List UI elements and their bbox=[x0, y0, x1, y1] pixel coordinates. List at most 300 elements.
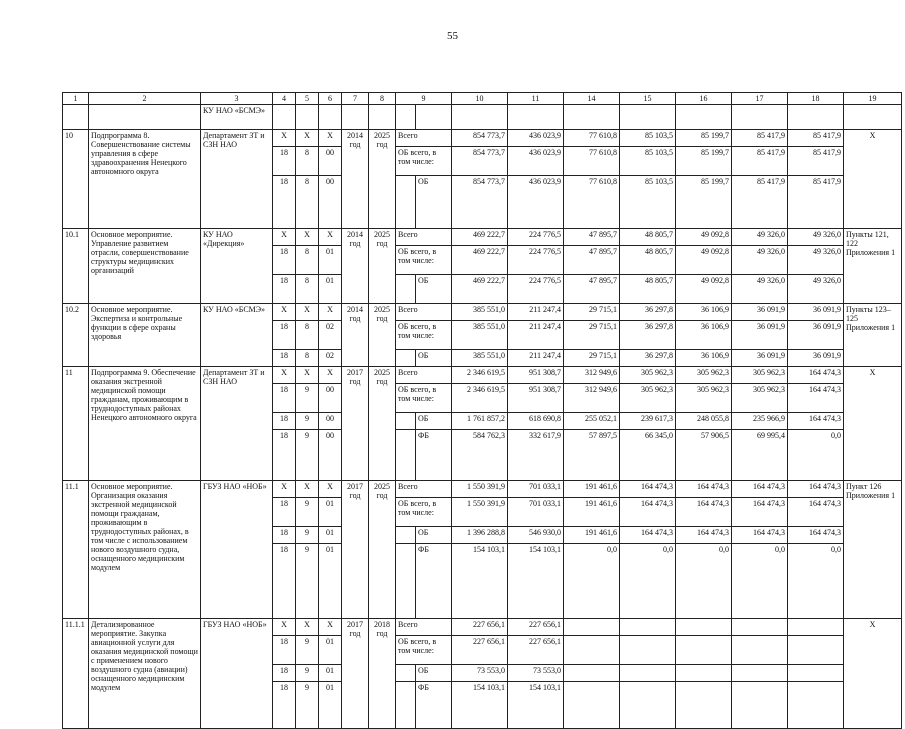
code-cell: 01 bbox=[319, 275, 342, 304]
amount-cell bbox=[564, 619, 620, 636]
amount-cell bbox=[732, 665, 788, 682]
code-cell: 01 bbox=[319, 246, 342, 275]
code-cell: 9 bbox=[296, 665, 319, 682]
executor-cell: ГБУЗ НАО «НОБ» bbox=[201, 619, 273, 729]
amount-cell: 164 474,3 bbox=[620, 498, 676, 527]
code-cell: 8 bbox=[296, 350, 319, 367]
amount-cell bbox=[732, 619, 788, 636]
amount-cell: 85 417,9 bbox=[732, 176, 788, 229]
amount-cell: 77 610,8 bbox=[564, 130, 620, 147]
code-cell: 18 bbox=[273, 321, 296, 350]
amount-cell: 211 247,4 bbox=[508, 350, 564, 367]
code-cell: 9 bbox=[296, 384, 319, 413]
amount-cell: 164 474,3 bbox=[788, 367, 844, 384]
amount-cell: 164 474,3 bbox=[620, 481, 676, 498]
row-number: 10 bbox=[63, 130, 89, 229]
amount-cell: 469 222,7 bbox=[452, 229, 508, 246]
amount-cell: 239 617,3 bbox=[620, 413, 676, 430]
amount-cell: 2 346 619,5 bbox=[452, 384, 508, 413]
amount-cell: 469 222,7 bbox=[452, 246, 508, 275]
amount-cell: 305 962,3 bbox=[732, 384, 788, 413]
code-cell: 9 bbox=[296, 430, 319, 481]
amount-cell: 191 461,6 bbox=[564, 481, 620, 498]
amount-cell bbox=[676, 682, 732, 729]
amount-cell: 211 247,4 bbox=[508, 304, 564, 321]
funding-source: ОБ всего, в том числе: bbox=[396, 147, 452, 176]
amount-cell: 164 474,3 bbox=[788, 384, 844, 413]
funding-source: ОБ всего, в том числе: bbox=[396, 321, 452, 350]
empty-cell bbox=[89, 105, 201, 130]
amount-cell: 154 103,1 bbox=[452, 544, 508, 619]
code-cell: 01 bbox=[319, 636, 342, 665]
amount-cell: 436 023,9 bbox=[508, 176, 564, 229]
empty-cell bbox=[396, 350, 416, 367]
amount-cell: 29 715,1 bbox=[564, 350, 620, 367]
amount-cell: 57 906,5 bbox=[676, 430, 732, 481]
amount-cell: 36 091,9 bbox=[788, 321, 844, 350]
amount-cell: 48 805,7 bbox=[620, 275, 676, 304]
funding-subsource: ФБ bbox=[416, 544, 452, 619]
measure-name: Детализированное мероприятие. Закупка авиационной услуги для оказания медицинской помощи с применением нового воздушного судна (авиации) оснащенного медицинским модулем bbox=[89, 619, 201, 729]
amount-cell bbox=[788, 665, 844, 682]
table-row bbox=[63, 130, 902, 147]
row-number: 11.1 bbox=[63, 481, 89, 619]
amount-cell bbox=[676, 619, 732, 636]
table-row bbox=[63, 229, 902, 246]
executor-cell: Департамент ЗТ и СЗН НАО bbox=[201, 367, 273, 481]
code-cell: Х bbox=[319, 130, 342, 147]
empty-cell bbox=[396, 527, 416, 544]
amount-cell: 0,0 bbox=[732, 544, 788, 619]
empty-cell bbox=[296, 105, 319, 130]
amount-cell: 154 103,1 bbox=[508, 682, 564, 729]
amount-cell: 85 417,9 bbox=[732, 147, 788, 176]
amount-cell: 36 091,9 bbox=[732, 304, 788, 321]
code-cell: 18 bbox=[273, 430, 296, 481]
header-cell: 18 bbox=[788, 93, 844, 105]
funding-subsource: ОБ bbox=[416, 275, 452, 304]
code-cell: 9 bbox=[296, 544, 319, 619]
header-cell: 14 bbox=[564, 93, 620, 105]
empty-cell bbox=[732, 105, 788, 130]
funding-subsource: ОБ bbox=[416, 176, 452, 229]
note-cell: Пункты 123–125 Приложения 1 bbox=[844, 304, 902, 367]
amount-cell: 49 092,8 bbox=[676, 275, 732, 304]
measure-name: Основное мероприятие. Организация оказания экстренной медицинской помощи гражданам, проживающим в труднодоступных районах, в том числе с использованием нового воздушного судна, оснащенного медицинским модулем bbox=[89, 481, 201, 619]
amount-cell: 469 222,7 bbox=[452, 275, 508, 304]
empty-cell bbox=[620, 105, 676, 130]
amount-cell: 154 103,1 bbox=[452, 682, 508, 729]
amount-cell: 227 656,1 bbox=[508, 619, 564, 636]
amount-cell: 29 715,1 bbox=[564, 321, 620, 350]
code-cell: Х bbox=[319, 481, 342, 498]
code-cell: 18 bbox=[273, 498, 296, 527]
code-cell: 01 bbox=[319, 527, 342, 544]
amount-cell: 164 474,3 bbox=[788, 481, 844, 498]
note-cell: Х bbox=[844, 619, 902, 729]
amount-cell bbox=[788, 619, 844, 636]
amount-cell: 436 023,9 bbox=[508, 147, 564, 176]
amount-cell: 48 805,7 bbox=[620, 246, 676, 275]
amount-cell: 85 199,7 bbox=[676, 176, 732, 229]
table-row bbox=[63, 367, 902, 384]
amount-cell: 164 474,3 bbox=[788, 413, 844, 430]
amount-cell: 36 106,9 bbox=[676, 304, 732, 321]
funding-source: ОБ всего, в том числе: bbox=[396, 384, 452, 413]
funding-subsource: ОБ bbox=[416, 665, 452, 682]
empty-cell bbox=[788, 105, 844, 130]
code-cell: Х bbox=[273, 229, 296, 246]
budget-table bbox=[62, 92, 902, 729]
amount-cell: 85 103,5 bbox=[620, 176, 676, 229]
amount-cell bbox=[732, 682, 788, 729]
funding-source: Всего bbox=[396, 481, 452, 498]
amount-cell: 0,0 bbox=[564, 544, 620, 619]
code-cell: 18 bbox=[273, 176, 296, 229]
code-cell: Х bbox=[319, 304, 342, 321]
executor-cell: КУ НАО «БСМЭ» bbox=[201, 304, 273, 367]
executor-cell: КУ НАО «БСМЭ» bbox=[201, 105, 273, 130]
start-year: 2017 год bbox=[342, 367, 369, 481]
table-row bbox=[63, 619, 902, 636]
amount-cell: 0,0 bbox=[676, 544, 732, 619]
header-cell: 17 bbox=[732, 93, 788, 105]
end-year: 2018 год bbox=[369, 619, 396, 729]
amount-cell: 85 417,9 bbox=[732, 130, 788, 147]
empty-cell bbox=[416, 105, 452, 130]
empty-cell bbox=[396, 544, 416, 619]
amount-cell: 49 326,0 bbox=[788, 275, 844, 304]
amount-cell: 85 417,9 bbox=[788, 147, 844, 176]
code-cell: 8 bbox=[296, 275, 319, 304]
funding-source: Всего bbox=[396, 229, 452, 246]
start-year: 2014 год bbox=[342, 304, 369, 367]
amount-cell: 164 474,3 bbox=[732, 481, 788, 498]
amount-cell: 546 930,0 bbox=[508, 527, 564, 544]
header-cell: 1 bbox=[63, 93, 89, 105]
amount-cell: 49 092,8 bbox=[676, 246, 732, 275]
amount-cell: 235 966,9 bbox=[732, 413, 788, 430]
funding-subsource: ФБ bbox=[416, 682, 452, 729]
measure-name: Подпрограмма 9. Обеспечение оказания экстренной медицинской помощи гражданам, проживающим в труднодоступных районах Ненецкого автономного округа bbox=[89, 367, 201, 481]
amount-cell: 618 690,8 bbox=[508, 413, 564, 430]
code-cell: 01 bbox=[319, 498, 342, 527]
header-cell: 5 bbox=[296, 93, 319, 105]
header-cell: 15 bbox=[620, 93, 676, 105]
amount-cell: 73 553,0 bbox=[508, 665, 564, 682]
funding-source: Всего bbox=[396, 367, 452, 384]
funding-subsource: ОБ bbox=[416, 350, 452, 367]
amount-cell: 164 474,3 bbox=[676, 527, 732, 544]
amount-cell: 248 055,8 bbox=[676, 413, 732, 430]
amount-cell: 57 897,5 bbox=[564, 430, 620, 481]
amount-cell: 0,0 bbox=[788, 544, 844, 619]
amount-cell: 224 776,5 bbox=[508, 275, 564, 304]
code-cell: 18 bbox=[273, 682, 296, 729]
amount-cell: 854 773,7 bbox=[452, 176, 508, 229]
header-cell: 8 bbox=[369, 93, 396, 105]
code-cell: 01 bbox=[319, 665, 342, 682]
code-cell: Х bbox=[319, 367, 342, 384]
funding-source: ОБ всего, в том числе: bbox=[396, 498, 452, 527]
amount-cell: 227 656,1 bbox=[452, 636, 508, 665]
amount-cell: 255 052,1 bbox=[564, 413, 620, 430]
code-cell: 8 bbox=[296, 321, 319, 350]
amount-cell: 305 962,3 bbox=[676, 367, 732, 384]
end-year: 2025 год bbox=[369, 304, 396, 367]
amount-cell: 85 417,9 bbox=[788, 130, 844, 147]
code-cell: 02 bbox=[319, 321, 342, 350]
amount-cell: 305 962,3 bbox=[620, 384, 676, 413]
empty-cell bbox=[396, 665, 416, 682]
code-cell: 02 bbox=[319, 350, 342, 367]
funding-subsource: ОБ bbox=[416, 413, 452, 430]
funding-source: ОБ всего, в том числе: bbox=[396, 636, 452, 665]
amount-cell: 701 033,1 bbox=[508, 481, 564, 498]
code-cell: 9 bbox=[296, 527, 319, 544]
amount-cell: 49 326,0 bbox=[732, 229, 788, 246]
code-cell: Х bbox=[273, 619, 296, 636]
amount-cell: 29 715,1 bbox=[564, 304, 620, 321]
amount-cell: 436 023,9 bbox=[508, 130, 564, 147]
amount-cell: 85 103,5 bbox=[620, 147, 676, 176]
empty-cell bbox=[844, 105, 902, 130]
code-cell: 01 bbox=[319, 544, 342, 619]
amount-cell bbox=[620, 619, 676, 636]
note-cell: Пункты 121, 122 Приложения 1 bbox=[844, 229, 902, 304]
continuation-row bbox=[63, 105, 902, 130]
amount-cell: 36 106,9 bbox=[676, 321, 732, 350]
amount-cell: 191 461,6 bbox=[564, 498, 620, 527]
funding-subsource: ФБ bbox=[416, 430, 452, 481]
start-year: 2017 год bbox=[342, 619, 369, 729]
amount-cell: 385 551,0 bbox=[452, 321, 508, 350]
header-cell: 19 bbox=[844, 93, 902, 105]
row-number: 11.1.1 bbox=[63, 619, 89, 729]
code-cell: Х bbox=[273, 130, 296, 147]
amount-cell: 85 199,7 bbox=[676, 130, 732, 147]
empty-cell bbox=[342, 105, 369, 130]
amount-cell: 305 962,3 bbox=[676, 384, 732, 413]
amount-cell: 164 474,3 bbox=[788, 498, 844, 527]
header-cell: 16 bbox=[676, 93, 732, 105]
amount-cell bbox=[676, 665, 732, 682]
amount-cell: 0,0 bbox=[620, 544, 676, 619]
code-cell: 18 bbox=[273, 665, 296, 682]
header-cell: 7 bbox=[342, 93, 369, 105]
code-cell: 8 bbox=[296, 246, 319, 275]
amount-cell: 85 103,5 bbox=[620, 130, 676, 147]
note-cell: Пункт 126 Приложения 1 bbox=[844, 481, 902, 619]
code-cell: 8 bbox=[296, 176, 319, 229]
amount-cell: 385 551,0 bbox=[452, 350, 508, 367]
code-cell: Х bbox=[296, 619, 319, 636]
amount-cell: 47 895,7 bbox=[564, 275, 620, 304]
code-cell: 9 bbox=[296, 413, 319, 430]
code-cell: 00 bbox=[319, 413, 342, 430]
code-cell: 01 bbox=[319, 682, 342, 729]
amount-cell: 385 551,0 bbox=[452, 304, 508, 321]
funding-source: Всего bbox=[396, 304, 452, 321]
amount-cell: 164 474,3 bbox=[676, 498, 732, 527]
table-row bbox=[63, 304, 902, 321]
amount-cell: 211 247,4 bbox=[508, 321, 564, 350]
amount-cell: 1 550 391,9 bbox=[452, 481, 508, 498]
amount-cell: 224 776,5 bbox=[508, 229, 564, 246]
code-cell: 18 bbox=[273, 275, 296, 304]
code-cell: Х bbox=[296, 229, 319, 246]
amount-cell: 154 103,1 bbox=[508, 544, 564, 619]
code-cell: 18 bbox=[273, 636, 296, 665]
amount-cell: 1 396 288,8 bbox=[452, 527, 508, 544]
empty-cell bbox=[396, 413, 416, 430]
header-cell: 2 bbox=[89, 93, 201, 105]
amount-cell: 49 092,8 bbox=[676, 229, 732, 246]
amount-cell: 312 949,6 bbox=[564, 367, 620, 384]
amount-cell: 47 895,7 bbox=[564, 229, 620, 246]
amount-cell: 49 326,0 bbox=[732, 275, 788, 304]
code-cell: 18 bbox=[273, 527, 296, 544]
amount-cell: 36 297,8 bbox=[620, 304, 676, 321]
amount-cell: 164 474,3 bbox=[732, 527, 788, 544]
amount-cell bbox=[620, 665, 676, 682]
table-row bbox=[63, 481, 902, 498]
amount-cell: 1 761 857,2 bbox=[452, 413, 508, 430]
code-cell: Х bbox=[296, 130, 319, 147]
empty-cell bbox=[369, 105, 396, 130]
code-cell: Х bbox=[273, 304, 296, 321]
empty-cell bbox=[452, 105, 508, 130]
amount-cell bbox=[564, 682, 620, 729]
amount-cell: 85 199,7 bbox=[676, 147, 732, 176]
code-cell: Х bbox=[319, 619, 342, 636]
executor-cell: Департамент ЗТ и СЗН НАО bbox=[201, 130, 273, 229]
code-cell: 00 bbox=[319, 176, 342, 229]
code-cell: 00 bbox=[319, 430, 342, 481]
funding-source: Всего bbox=[396, 619, 452, 636]
empty-cell bbox=[396, 105, 416, 130]
code-cell: Х bbox=[296, 304, 319, 321]
funding-subsource: ОБ bbox=[416, 527, 452, 544]
code-cell: 00 bbox=[319, 384, 342, 413]
amount-cell: 305 962,3 bbox=[620, 367, 676, 384]
amount-cell: 305 962,3 bbox=[732, 367, 788, 384]
amount-cell: 951 308,7 bbox=[508, 384, 564, 413]
amount-cell: 36 297,8 bbox=[620, 321, 676, 350]
code-cell: 18 bbox=[273, 544, 296, 619]
amount-cell: 312 949,6 bbox=[564, 384, 620, 413]
start-year: 2014 год bbox=[342, 229, 369, 304]
code-cell: Х bbox=[273, 481, 296, 498]
start-year: 2014 год bbox=[342, 130, 369, 229]
header-cell: 9 bbox=[396, 93, 452, 105]
amount-cell: 49 326,0 bbox=[788, 229, 844, 246]
code-cell: Х bbox=[296, 481, 319, 498]
amount-cell: 227 656,1 bbox=[452, 619, 508, 636]
amount-cell: 85 417,9 bbox=[788, 176, 844, 229]
header-cell: 10 bbox=[452, 93, 508, 105]
amount-cell: 224 776,5 bbox=[508, 246, 564, 275]
header-cell: 3 bbox=[201, 93, 273, 105]
header-cell: 6 bbox=[319, 93, 342, 105]
funding-source: ОБ всего, в том числе: bbox=[396, 246, 452, 275]
amount-cell: 951 308,7 bbox=[508, 367, 564, 384]
amount-cell: 191 461,6 bbox=[564, 527, 620, 544]
amount-cell: 164 474,3 bbox=[676, 481, 732, 498]
amount-cell: 2 346 619,5 bbox=[452, 367, 508, 384]
amount-cell: 584 762,3 bbox=[452, 430, 508, 481]
start-year: 2017 год bbox=[342, 481, 369, 619]
amount-cell: 164 474,3 bbox=[788, 527, 844, 544]
end-year: 2025 год bbox=[369, 130, 396, 229]
executor-cell: КУ НАО «Дирекция» bbox=[201, 229, 273, 304]
amount-cell: 164 474,3 bbox=[732, 498, 788, 527]
funding-source: Всего bbox=[396, 130, 452, 147]
amount-cell: 0,0 bbox=[788, 430, 844, 481]
empty-cell bbox=[508, 105, 564, 130]
amount-cell: 77 610,8 bbox=[564, 176, 620, 229]
code-cell: 18 bbox=[273, 147, 296, 176]
amount-cell: 73 553,0 bbox=[452, 665, 508, 682]
code-cell: 18 bbox=[273, 384, 296, 413]
amount-cell: 49 326,0 bbox=[732, 246, 788, 275]
empty-cell bbox=[396, 275, 416, 304]
empty-cell bbox=[63, 105, 89, 130]
amount-cell bbox=[620, 682, 676, 729]
amount-cell bbox=[788, 682, 844, 729]
end-year: 2025 год bbox=[369, 481, 396, 619]
amount-cell: 1 550 391,9 bbox=[452, 498, 508, 527]
amount-cell: 69 995,4 bbox=[732, 430, 788, 481]
note-cell: Х bbox=[844, 130, 902, 229]
amount-cell: 36 091,9 bbox=[788, 304, 844, 321]
amount-cell: 36 091,9 bbox=[788, 350, 844, 367]
empty-cell bbox=[273, 105, 296, 130]
executor-cell: ГБУЗ НАО «НОБ» bbox=[201, 481, 273, 619]
measure-name: Основное мероприятие. Управление развитием отрасли, совершенствование структуры медицинских организаций bbox=[89, 229, 201, 304]
note-cell: Х bbox=[844, 367, 902, 481]
amount-cell: 227 656,1 bbox=[508, 636, 564, 665]
empty-cell bbox=[396, 682, 416, 729]
amount-cell: 77 610,8 bbox=[564, 147, 620, 176]
code-cell: 18 bbox=[273, 350, 296, 367]
amount-cell: 164 474,3 bbox=[620, 527, 676, 544]
amount-cell: 36 297,8 bbox=[620, 350, 676, 367]
empty-cell bbox=[319, 105, 342, 130]
header-row bbox=[63, 93, 902, 105]
empty-cell bbox=[564, 105, 620, 130]
amount-cell: 36 091,9 bbox=[732, 321, 788, 350]
amount-cell: 701 033,1 bbox=[508, 498, 564, 527]
amount-cell: 49 326,0 bbox=[788, 246, 844, 275]
code-cell: 18 bbox=[273, 246, 296, 275]
amount-cell: 36 106,9 bbox=[676, 350, 732, 367]
amount-cell bbox=[564, 665, 620, 682]
amount-cell: 854 773,7 bbox=[452, 147, 508, 176]
end-year: 2025 год bbox=[369, 229, 396, 304]
measure-name: Основное мероприятие. Экспертиза и контрольные функции в сфере охраны здоровья bbox=[89, 304, 201, 367]
row-number: 10.1 bbox=[63, 229, 89, 304]
code-cell: Х bbox=[319, 229, 342, 246]
empty-cell bbox=[396, 176, 416, 229]
amount-cell: 36 091,9 bbox=[732, 350, 788, 367]
code-cell: 00 bbox=[319, 147, 342, 176]
code-cell: 8 bbox=[296, 147, 319, 176]
amount-cell: 47 895,7 bbox=[564, 246, 620, 275]
code-cell: 18 bbox=[273, 413, 296, 430]
header-cell: 11 bbox=[508, 93, 564, 105]
code-cell: Х bbox=[273, 367, 296, 384]
